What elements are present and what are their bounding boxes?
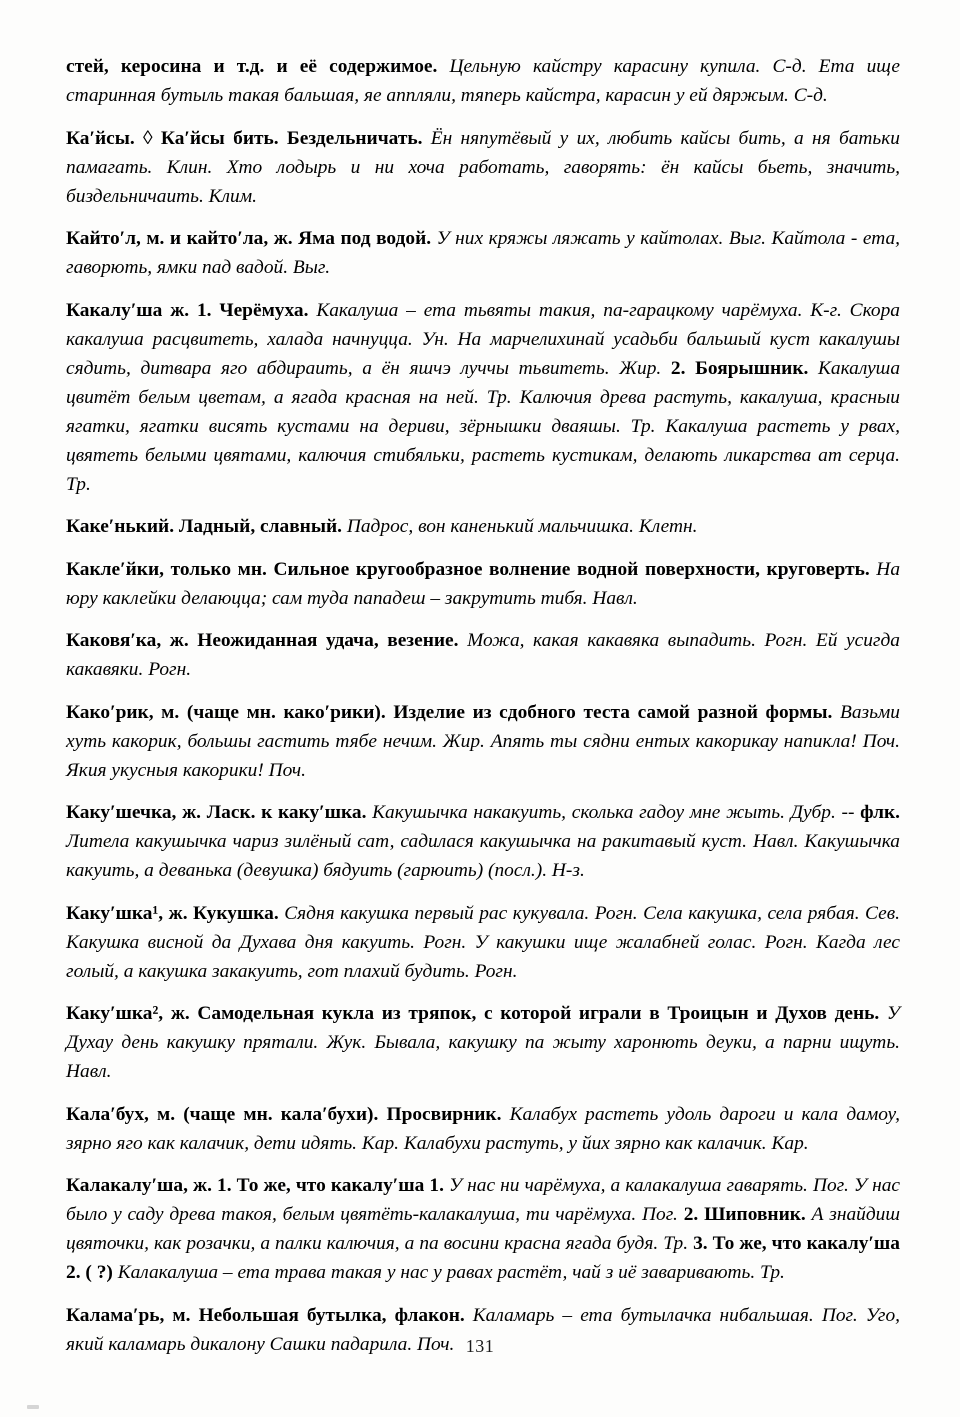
entry-headword: Каковя′ка, ж. Неожиданная удача, везение. <box>66 630 459 651</box>
entry-headword: Каке′нький. Ладный, славный. <box>66 516 343 537</box>
dictionary-entry <box>66 296 900 499</box>
scan-artifact-speck <box>27 1405 39 1409</box>
entry-examples: Какалуша цвитёт белым цветам, а ягада красная на ней. Тр. Калючия древа растуть, какалуша, красныи ягатки, ягатки висять кустами на дериви, зёрнышки дваяшы. Тр. Какалуша растеть у рвах, цвятеть белыми цвятами, калючия стибяльки, растеть кустикам, делають ликарства ат серца. Тр. <box>66 357 901 495</box>
dictionary-entry <box>66 899 900 986</box>
dictionary-entry <box>66 798 900 885</box>
page-number: 131 <box>465 1336 495 1356</box>
page-text-column <box>66 52 900 1359</box>
entry-headword: Каку′шечка, ж. Ласк. к каку′шка. <box>66 802 367 823</box>
dictionary-entry <box>66 52 900 110</box>
entry-examples: У нас ни чарёмуха, а калакалуша гаварять. Пог. У нас было у саду древа такоя, белым цвятёть-калакалуша, ти чарёмуха. Пог. <box>66 1175 900 1225</box>
dictionary-entry <box>66 626 900 684</box>
entry-headword: Калакалу′ша, ж. 1. То же, что какалу′ша 1. <box>66 1175 444 1196</box>
entry-examples: Литела какушычка чариз зилёный сат, садилася какушычка на ракитавый куст. Навл. Какушычка какуить, а деванька (девушка) бядуить (гарюить) (посл.). Н-з. <box>66 831 900 881</box>
entry-examples: Каламарь – ета бутылачка нибальшая. Пог. Уго, який каламарь дикалону Сашки падарила. Поч. <box>66 1304 900 1355</box>
entry-sense-label: 2. Шиповник. <box>683 1204 806 1225</box>
entry-headword: Кайто′л, м. и кайто′ла, ж. Яма под водой. <box>66 228 432 249</box>
entry-headword: Како′рик, м. (чаще мн. како′рики). Изделие из сдобного теста самой разной формы. <box>66 701 833 723</box>
entry-label-folklore: флк. <box>860 802 900 823</box>
entry-examples: Калабух растеть удоль дароги и кала дамоу, зярно яго как калачик, дети идять. Кар. Калабухи растуть, у йих зярно как калачик. Кар. <box>66 1103 900 1154</box>
entry-sense-label: 3. То же, что какалу′ша 2. ( ?) <box>66 1233 901 1283</box>
entry-examples: Какушычка накакуить, сколька гадоу мне жыть. Дубр. -- <box>366 802 861 823</box>
dictionary-entry <box>66 555 900 613</box>
dictionary-entry <box>66 124 900 211</box>
entry-headword: Какалу′ша ж. 1. Черёмуха. <box>66 299 309 321</box>
entry-examples: У Духау день какушку прятали. Жук. Бывала, какушку па жыту харонють деуки, а парни ищуть. Навл. <box>66 1003 900 1082</box>
entry-examples: Можа, какая какавяка выпадить. Рогн. Ей усигда какавяки. Рогн. <box>66 630 900 680</box>
entry-sense-label: 2. Боярышник. <box>670 357 809 379</box>
dictionary-entry <box>66 1171 900 1287</box>
entry-headword: Каку′шка², ж. Самодельная кукла из тряпок, с которой играли в Троицын и Духов день. <box>66 1003 880 1024</box>
entry-examples: Калакалуша – ета трава такая у нас у равах растёт, чай з иё заваривають. Тр. <box>112 1262 785 1283</box>
entry-headword: Каку′шка¹, ж. Кукушка. <box>66 902 279 924</box>
dictionary-entry <box>66 698 900 785</box>
entry-examples: На юру каклейки делаюцца; сам туда пападеш – закрутить тибя. Навл. <box>66 558 901 609</box>
entry-headword: стей, керосина и т.д. и её содержимое. <box>66 56 438 77</box>
dictionary-entry <box>66 512 900 541</box>
entry-examples: Цельную кайстру карасину купила. С-д. Ета ище старинная бутыль такая бальшая, яе аппляли, тяперь кайстра, карасин у ей дяржым. С-д. <box>66 56 901 106</box>
dictionary-entry <box>66 1100 900 1158</box>
entry-examples: Падрос, вон каненький мальчишка. Клетн. <box>342 516 698 537</box>
dictionary-entry <box>66 224 900 282</box>
dictionary-entry <box>66 999 900 1086</box>
entry-examples: Сядня какушка первый рас кукувала. Рогн. Села какушка, села рябая. Сев. Какушка висной да Духава дня какуить. Рогн. У какушки ище жалабней голас. Рогн. Кагда лес голый, а какушка закакуить, гот плахий будить. Рогн. <box>66 902 900 982</box>
entry-examples: Ён няпутёвый у их, любить кайсы бить, а ня батьки памагать. Клин. Хто лодырь и ни хоча работать, гаворять: ён кайсы бьеть, значить, биздельничаить. Клим. <box>66 127 900 207</box>
entry-headword: Какле′йки, только мн. Сильное кругообразное волнение водной поверхности, круговерть. <box>66 558 870 580</box>
entry-examples: Вазьми хуть какорик, большы гастить тябе нечим. Жир. Апять ты сядни ентых какорикау напикла! Поч. Якия укусныя какорики! Поч. <box>66 701 900 781</box>
entry-headword: Кала′бух, м. (чаще мн. кала′бухи). Просвирник. <box>66 1103 502 1125</box>
entry-headword: Ка′йсы. ◊ Ка′йсы бить. Бездельничать. <box>66 127 423 149</box>
entry-headword: Калама′рь, м. Небольшая бутылка, флакон. <box>66 1304 465 1326</box>
entry-examples: У них кряжы ляжать у кайтолах. Выг. Кайтола - ета, гаворють, ямки пад вадой. Выг. <box>66 228 900 278</box>
entry-examples: Какалуша – ета тьвяты такия, па-гарацкому чарёмуха. К-г. Скора какалуша расцвитеть, халада начнуцца. Ун. На марчелихинай усадьби бальшый куст какалушы сядить, дитвара яго абдираить, а ён яшчэ луччы тьвитеть. Жир. <box>66 299 900 379</box>
entry-examples: А знайдиш цвяточки, как розачки, а палки калючия, а па восини красна ягада будя. Тр. <box>66 1204 900 1254</box>
